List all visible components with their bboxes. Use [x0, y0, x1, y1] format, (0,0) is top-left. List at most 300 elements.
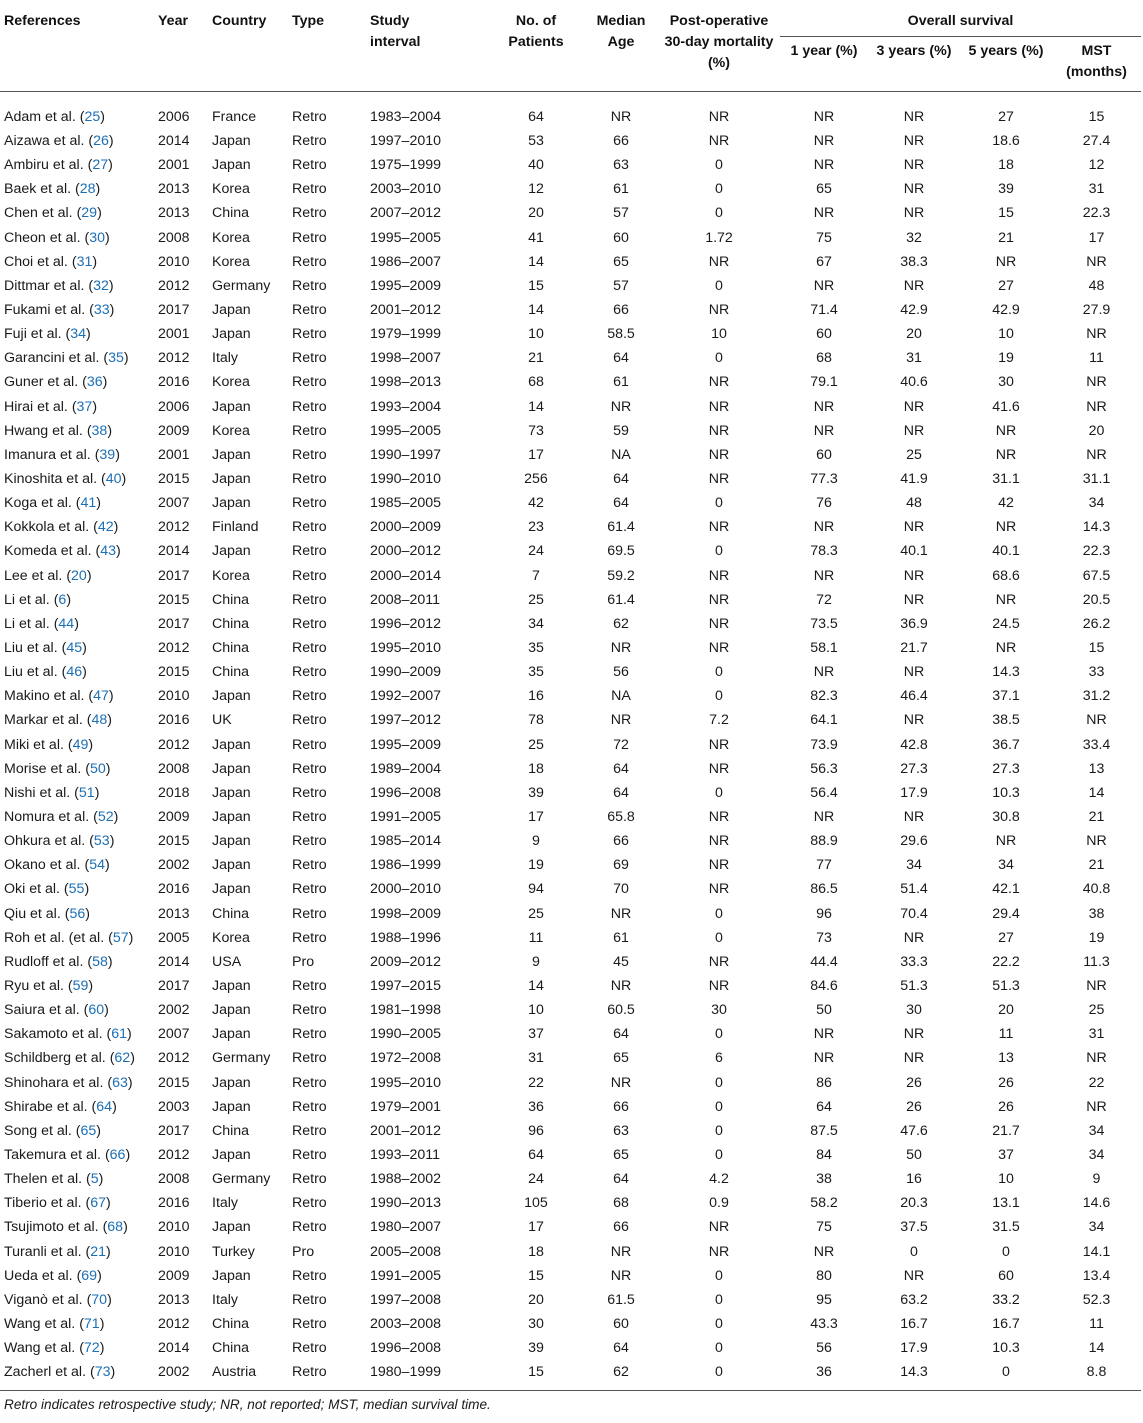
cell-study-interval: 1996–2008 [370, 784, 442, 801]
cell-3-years: 47.6 [900, 1122, 928, 1139]
cell-median-age: 59.2 [607, 567, 635, 584]
cell-year: 2014 [158, 133, 190, 150]
reference-author: Ueda et al. [4, 1267, 73, 1284]
reference-link[interactable]: 32 [93, 277, 109, 294]
cell-year: 2007 [158, 1026, 190, 1043]
cell-patients: 9 [532, 833, 540, 850]
cell-5-years: 0 [960, 1360, 1052, 1391]
cell-patients: 12 [528, 181, 544, 198]
cell-median-age: 64 [613, 1340, 629, 1357]
cell-3-years: 42.9 [900, 302, 928, 319]
reference-author: Li et al. [4, 591, 50, 608]
cell-mortality: NR [708, 446, 730, 463]
cell-mortality: 0 [715, 495, 723, 512]
cell-country: Japan [212, 1267, 251, 1284]
cell-patients: 78 [528, 712, 544, 729]
table-row [0, 1191, 1141, 1215]
cell-type: Retro [292, 1122, 327, 1139]
cell-median-age: 70 [613, 881, 629, 898]
reference-link[interactable]: 58 [92, 953, 108, 970]
reference-author: Nishi et al. [4, 784, 71, 801]
table-row [0, 539, 1141, 563]
cell-year: 2001 [158, 446, 190, 463]
cell-study-interval: 2009–2012 [370, 953, 442, 970]
cell-median-age: 60.5 [607, 1002, 635, 1019]
cell-study-interval: 1980–2007 [370, 1219, 442, 1236]
cell-mst: NR [1086, 446, 1107, 463]
cell-1-year: 88.9 [810, 833, 838, 850]
reference-link[interactable]: 68 [107, 1219, 124, 1236]
cell-mst: 14 [1088, 1340, 1105, 1357]
cell-mst: NR [1086, 1098, 1107, 1115]
reference-author: Morise et al. [4, 760, 82, 777]
cell-mortality: 10 [711, 326, 727, 343]
reference-link[interactable]: 73 [94, 1364, 111, 1381]
reference-link[interactable]: 25 [84, 109, 101, 125]
cell-mst: 34 [1088, 1146, 1105, 1163]
cell-country: Korea [212, 567, 250, 584]
reference-link[interactable]: 43 [100, 543, 116, 560]
table-header [0, 0, 1141, 92]
table-row [0, 950, 1141, 974]
header-overall-survival: Overall survival [780, 0, 1141, 37]
header-type: Type [292, 0, 370, 92]
cell-5-years: 20 [998, 1002, 1014, 1019]
cell-country: Japan [212, 760, 251, 777]
cell-year: 2009 [158, 809, 190, 825]
reference-link[interactable]: 59 [72, 977, 89, 994]
reference-link[interactable]: 70 [91, 1291, 108, 1308]
cell-1-year: 58.2 [810, 1195, 838, 1212]
cell-1-year: NR [813, 398, 835, 415]
cell-mortality: 0 [715, 929, 723, 946]
cell-3-years: 36.9 [900, 615, 928, 632]
cell-median-age: 64 [613, 1026, 629, 1043]
table-row [0, 1095, 1141, 1119]
cell-1-year: 75 [816, 1219, 832, 1236]
cell-reference: Hirai et al. (37) [4, 398, 98, 415]
cell-reference: Dittmar et al. (32) [4, 277, 114, 294]
cell-median-age: NR [610, 1243, 632, 1260]
cell-median-age: 65 [613, 1146, 629, 1163]
cell-median-age: NR [610, 977, 632, 994]
cell-mst: 25 [1088, 1002, 1105, 1019]
cell-mortality: NR [708, 1243, 730, 1260]
reference-link[interactable]: 33 [93, 302, 110, 319]
table-row [0, 370, 1141, 394]
cell-1-year: 78.3 [810, 543, 838, 560]
cell-mst: 31 [1088, 181, 1105, 198]
reference-author: Wang et al. [4, 1315, 76, 1332]
cell-patients: 7 [532, 567, 540, 584]
cell-year: 2012 [158, 736, 190, 753]
cell-mst: 31.1 [1082, 471, 1111, 488]
cell-3-years: NR [903, 591, 925, 608]
cell-mortality: NR [708, 640, 730, 657]
cell-mortality: NR [708, 374, 730, 391]
cell-country: Japan [212, 495, 251, 512]
cell-mst: NR [1086, 253, 1107, 270]
cell-type: Retro [292, 1219, 327, 1236]
reference-link[interactable]: 46 [66, 664, 83, 681]
reference-link[interactable]: 71 [83, 1315, 100, 1332]
cell-3-years: NR [903, 133, 925, 150]
cell-type: Retro [292, 519, 327, 536]
cell-median-age: 61 [613, 929, 629, 946]
cell-5-years: 36.7 [992, 736, 1020, 753]
cell-mortality: 0 [715, 664, 723, 681]
table-body [0, 92, 1141, 1391]
table-row [0, 1119, 1141, 1143]
cell-median-age: 64 [613, 495, 629, 512]
cell-country: France [212, 109, 257, 125]
cell-patients: 17 [528, 809, 544, 825]
cell-3-years: 48 [906, 495, 922, 512]
cell-5-years: 40.1 [992, 543, 1020, 560]
reference-author: Fuji et al. [4, 326, 62, 343]
reference-link[interactable]: 47 [93, 688, 109, 705]
cell-study-interval: 1988–1996 [370, 929, 442, 946]
header-mst-line1: MST [1081, 43, 1112, 59]
reference-link[interactable]: 35 [108, 350, 124, 367]
cell-mortality: NR [708, 471, 730, 488]
cell-median-age: NR [610, 640, 632, 657]
table-row [0, 612, 1141, 636]
cell-mst: NR [1086, 833, 1107, 850]
cell-mst: 19 [1088, 929, 1105, 946]
cell-country: Italy [212, 350, 239, 367]
cell-patients: 11 [528, 929, 544, 946]
cell-mst: NR [1086, 398, 1107, 415]
cell-year: 2012 [158, 1050, 190, 1067]
cell-3-years: 30 [906, 1002, 922, 1019]
header-mst-line2: (months) [1066, 64, 1127, 80]
reference-link[interactable]: 41 [80, 495, 97, 512]
cell-mst: 33 [1088, 664, 1105, 681]
cell-mst: 13 [1088, 760, 1105, 777]
reference-link[interactable]: 27 [92, 157, 109, 174]
reference-link[interactable]: 30 [89, 229, 105, 246]
cell-median-age: 60 [613, 1315, 629, 1332]
cell-reference: Fukami et al. (33) [4, 302, 115, 319]
cell-5-years: 31.1 [992, 471, 1020, 488]
cell-year: 2015 [158, 1074, 190, 1091]
cell-mortality: NR [708, 567, 730, 584]
cell-median-age: 65.8 [607, 809, 635, 825]
reference-author: Dittmar et al. [4, 277, 85, 294]
cell-reference: Wang et al. (71) [4, 1315, 105, 1332]
table-row [0, 1239, 1141, 1263]
reference-link[interactable]: 21 [90, 1243, 106, 1260]
reference-link[interactable]: 20 [71, 567, 87, 584]
reference-link[interactable]: 5 [90, 1171, 99, 1188]
cell-mortality: 0 [715, 905, 723, 922]
table-row [0, 1288, 1141, 1312]
cell-median-age: 66 [613, 833, 629, 850]
reference-author: Schildberg et al. [4, 1050, 106, 1067]
cell-1-year: NR [813, 664, 835, 681]
cell-3-years: NR [903, 277, 925, 294]
cell-reference: Rudloff et al. (58) [4, 953, 113, 970]
cell-mortality: NR [708, 591, 730, 608]
reference-link[interactable]: 28 [79, 181, 96, 198]
cell-patients: 14 [528, 253, 544, 270]
reference-link[interactable]: 55 [68, 881, 85, 898]
cell-5-years: 21.7 [992, 1122, 1020, 1139]
cell-mst: 31 [1088, 1026, 1105, 1043]
cell-study-interval: 1995–2009 [370, 277, 442, 294]
cell-median-age: 64 [613, 760, 629, 777]
cell-patients: 9 [532, 953, 540, 970]
cell-median-age: 57 [613, 277, 629, 294]
reference-author: Ambiru et al. [4, 157, 84, 174]
cell-mst: 48 [1088, 277, 1105, 294]
reference-link[interactable]: 56 [69, 905, 86, 922]
cell-1-year: NR [813, 277, 835, 294]
reference-link[interactable]: 29 [81, 205, 98, 222]
reference-author: Kinoshita et al. [4, 471, 98, 488]
cell-patients: 18 [528, 760, 544, 777]
cell-mst: NR [1086, 326, 1107, 343]
cell-1-year: NR [813, 1050, 835, 1067]
reference-link[interactable]: 36 [86, 374, 103, 391]
cell-5-years: 10 [998, 1171, 1014, 1188]
table-row [0, 974, 1141, 998]
cell-study-interval: 1993–2004 [370, 398, 442, 415]
reference-link[interactable]: 53 [93, 833, 110, 850]
cell-type: Retro [292, 833, 327, 850]
cell-type: Retro [292, 1315, 327, 1332]
reference-link[interactable]: 49 [72, 736, 89, 753]
cell-type: Retro [292, 1267, 327, 1284]
reference-author: Viganò et al. [4, 1291, 83, 1308]
cell-mortality: 0 [715, 1074, 723, 1091]
cell-reference: Markar et al. (48) [4, 712, 113, 729]
reference-author: Turanli et al. [4, 1243, 82, 1260]
table-row [0, 1336, 1141, 1360]
cell-reference: Cheon et al. (30) [4, 229, 110, 246]
table-row [0, 1070, 1141, 1094]
cell-median-age: NR [610, 712, 632, 729]
cell-reference: Qiu et al. (56) [4, 905, 90, 922]
reference-link[interactable]: 61 [111, 1026, 128, 1043]
cell-mst: NR [1086, 1050, 1107, 1067]
cell-patients: 36 [528, 1098, 544, 1115]
table-row [0, 515, 1141, 539]
cell-year: 2016 [158, 712, 190, 729]
reference-link[interactable]: 60 [88, 1002, 105, 1019]
cell-country: Japan [212, 302, 251, 319]
reference-link[interactable]: 51 [78, 784, 95, 801]
cell-country: Korea [212, 422, 250, 439]
cell-study-interval: 1995–2005 [370, 422, 442, 439]
cell-3-years: 31 [906, 350, 922, 367]
cell-type: Retro [292, 277, 327, 294]
reference-link[interactable]: 72 [83, 1340, 100, 1357]
cell-type: Retro [292, 1291, 327, 1308]
reference-link[interactable]: 45 [66, 640, 83, 657]
cell-year: 2015 [158, 833, 190, 850]
cell-reference: Turanli et al. (21) [4, 1243, 111, 1260]
reference-link[interactable]: 6 [58, 591, 67, 608]
reference-link[interactable]: 63 [112, 1074, 128, 1091]
cell-type: Retro [292, 133, 327, 150]
cell-median-age: 59 [613, 422, 629, 439]
cell-3-years: NR [903, 929, 925, 946]
cell-median-age: 61.5 [607, 1291, 635, 1308]
cell-type: Retro [292, 422, 327, 439]
cell-reference: Song et al. (65) [4, 1122, 102, 1139]
reference-link[interactable]: 44 [58, 615, 75, 632]
cell-3-years: 25 [906, 446, 922, 463]
cell-1-year: 50 [816, 1002, 832, 1019]
cell-reference: Sakamoto et al. (61) [4, 1026, 132, 1043]
cell-mortality: NR [708, 422, 730, 439]
cell-median-age: 69.5 [607, 543, 635, 560]
cell-country: Germany [212, 1050, 271, 1067]
cell-3-years: NR [903, 567, 925, 584]
cell-1-year: NR [813, 809, 835, 825]
reference-link[interactable]: 34 [70, 326, 87, 343]
cell-reference: Li et al. (6) [4, 591, 72, 608]
cell-3-years: 37.5 [900, 1219, 928, 1236]
cell-patients: 15 [528, 277, 544, 294]
cell-country: Japan [212, 157, 251, 174]
reference-link[interactable]: 65 [80, 1122, 97, 1139]
cell-mortality: 4.2 [709, 1171, 729, 1188]
cell-mortality: NR [708, 519, 730, 536]
cell-reference: Baek et al. (28) [4, 181, 101, 198]
reference-link[interactable]: 38 [91, 422, 108, 439]
cell-study-interval: 1979–2001 [370, 1098, 442, 1115]
reference-link[interactable]: 42 [97, 519, 114, 536]
cell-1-year: NR [813, 205, 835, 222]
cell-type: Retro [292, 109, 327, 125]
reference-link[interactable]: 54 [89, 857, 105, 874]
table-row [0, 998, 1141, 1022]
cell-year: 2017 [158, 567, 190, 584]
cell-study-interval: 1995–2009 [370, 736, 442, 753]
cell-type: Retro [292, 1146, 327, 1163]
reference-link[interactable]: 66 [109, 1146, 126, 1163]
reference-author: Komeda et al. [4, 543, 92, 560]
reference-link[interactable]: 62 [114, 1050, 131, 1067]
cell-5-years: 60 [998, 1267, 1014, 1284]
cell-country: Austria [212, 1360, 292, 1391]
cell-country: China [212, 591, 250, 608]
cell-1-year: 38 [816, 1171, 832, 1188]
cell-country: Japan [212, 133, 251, 150]
table-row [0, 129, 1141, 153]
cell-country: Japan [212, 543, 251, 560]
cell-mst: 11 [1089, 350, 1104, 367]
reference-link[interactable]: 48 [91, 712, 108, 729]
cell-1-year: 68 [816, 350, 832, 367]
cell-mortality: 0 [715, 1026, 723, 1043]
cell-type: Retro [292, 205, 327, 222]
reference-link[interactable]: 52 [97, 809, 114, 825]
cell-median-age: 65 [613, 1050, 629, 1067]
cell-year: 2013 [158, 205, 190, 222]
reference-link[interactable]: 40 [105, 471, 122, 488]
cell-median-age: NR [610, 1074, 632, 1091]
cell-1-year: NR [813, 567, 835, 584]
cell-patients: 68 [528, 374, 544, 391]
cell-type: Retro [292, 784, 327, 801]
cell-type: Retro [292, 591, 327, 608]
reference-link[interactable]: 37 [76, 398, 93, 415]
cell-study-interval: 1998–2013 [370, 374, 442, 391]
cell-5-years: 10.3 [992, 784, 1020, 801]
header-mortality [658, 0, 780, 92]
cell-1-year: NR [813, 133, 835, 150]
cell-study-interval: 1997–2010 [370, 133, 442, 150]
cell-median-age: 61.4 [607, 591, 635, 608]
cell-5-years: 68.6 [992, 567, 1020, 584]
cell-year: 2002 [158, 1002, 190, 1019]
cell-patients: 17 [528, 446, 544, 463]
cell-year: 2001 [158, 157, 190, 174]
reference-link[interactable]: 67 [90, 1195, 106, 1212]
cell-country: Japan [212, 881, 251, 898]
reference-link[interactable]: 39 [99, 446, 116, 463]
cell-1-year: 65 [816, 181, 832, 198]
cell-3-years: NR [903, 519, 925, 536]
cell-mortality: 0 [715, 543, 723, 560]
reference-link[interactable]: 57 [112, 929, 129, 946]
cell-1-year: NR [813, 422, 835, 439]
cell-5-years: 38.5 [992, 712, 1020, 729]
reference-author: Chen et al. [4, 205, 73, 222]
cell-type: Retro [292, 253, 327, 270]
reference-link[interactable]: 31 [76, 253, 93, 270]
cell-5-years: 18.6 [992, 133, 1020, 150]
reference-link[interactable]: 69 [81, 1267, 98, 1284]
reference-link[interactable]: 50 [89, 760, 106, 777]
cell-1-year: 64.1 [810, 712, 838, 729]
cell-country: Japan [212, 977, 251, 994]
cell-mortality: 0 [715, 277, 723, 294]
reference-link[interactable]: 26 [93, 133, 109, 150]
cell-1-year: 86 [816, 1074, 832, 1091]
reference-link[interactable]: 64 [96, 1098, 113, 1115]
reference-author: Shirabe et al. [4, 1098, 88, 1115]
cell-5-years: NR [995, 422, 1017, 439]
cell-3-years: NR [903, 109, 925, 125]
cell-study-interval: 1997–2015 [370, 977, 442, 994]
cell-year: 2017 [158, 1122, 190, 1139]
cell-3-years: 27.3 [900, 760, 928, 777]
cell-country: Japan [212, 736, 251, 753]
reference-author: Wang et al. [4, 1340, 76, 1357]
reference-author: Hirai et al. [4, 398, 68, 415]
cell-patients: 22 [528, 1074, 544, 1091]
cell-study-interval: 1972–2008 [370, 1050, 442, 1067]
cell-study-interval: 2000–2012 [370, 543, 442, 560]
cell-mortality: 0 [715, 1122, 723, 1139]
cell-year: 2003 [158, 1098, 190, 1115]
table-row [0, 781, 1141, 805]
cell-3-years: 42.8 [900, 736, 928, 753]
cell-type: Retro [292, 398, 327, 415]
reference-author: Makino et al. [4, 688, 85, 705]
cell-patients: 20 [528, 1291, 544, 1308]
cell-study-interval: 1993–2011 [370, 1146, 440, 1163]
cell-mortality: NR [708, 133, 730, 150]
cell-study-interval: 1990–2010 [370, 471, 442, 488]
cell-3-years: 50 [906, 1146, 922, 1163]
cell-mortality: NR [708, 736, 730, 753]
